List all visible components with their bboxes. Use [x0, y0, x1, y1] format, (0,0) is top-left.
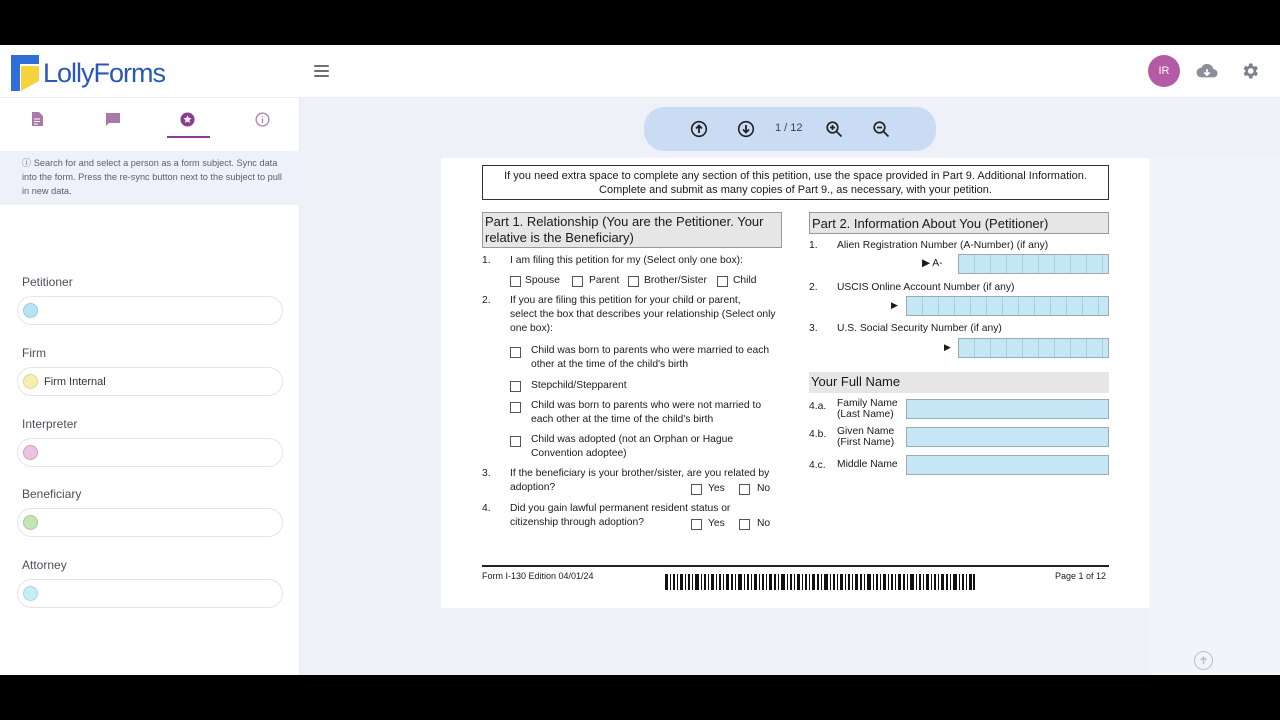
- logo-text: LollyForms: [43, 57, 166, 88]
- form-edition: Form I-130 Edition 04/01/24: [482, 571, 594, 581]
- menu-icon[interactable]: [314, 65, 329, 77]
- beneficiary-field[interactable]: [17, 508, 283, 537]
- scroll-to-top-button[interactable]: [1194, 651, 1213, 670]
- document-viewer: [300, 98, 1280, 675]
- a-number-input[interactable]: [958, 254, 1109, 274]
- firm-color-dot: [23, 374, 38, 389]
- viewer-toolbar: [644, 107, 936, 151]
- q3-yes-checkbox[interactable]: [691, 484, 702, 495]
- zoom-out-icon[interactable]: [872, 120, 890, 138]
- arrow-up-icon: [1198, 655, 1209, 666]
- firm-value: Firm Internal: [44, 376, 106, 388]
- part1-q1-text: I am filing this petition for my (Select only one box):: [510, 255, 743, 266]
- full-name-heading: Your Full Name: [809, 372, 1109, 393]
- logo[interactable]: [11, 54, 165, 92]
- page-number: Page 1 of 12: [1055, 571, 1107, 581]
- petitioner-color-dot: [23, 303, 38, 318]
- part1-q2-text: If you are filing this petition for your child or parent, select the box that describes your relationship (Select only one box):: [510, 295, 776, 334]
- firm-field[interactable]: [17, 367, 283, 396]
- petitioner-field[interactable]: [17, 296, 283, 325]
- parent-checkbox[interactable]: [572, 276, 583, 287]
- firm-label: Firm: [22, 346, 46, 360]
- family-name-label: Family Name (Last Name): [837, 398, 898, 420]
- beneficiary-color-dot: [23, 515, 38, 530]
- brother-sister-checkbox[interactable]: [628, 276, 639, 287]
- interpreter-field[interactable]: [17, 438, 283, 467]
- tab-subjects[interactable]: [176, 108, 198, 130]
- stepchild-checkbox[interactable]: [510, 381, 521, 392]
- middle-name-label: Middle Name: [837, 459, 898, 470]
- part1-heading: Part 1. Relationship (You are the Petitioner. Your relative is the Beneficiary): [482, 212, 782, 248]
- born-unmarried-checkbox[interactable]: [510, 402, 521, 413]
- q4-no-checkbox[interactable]: [739, 519, 750, 530]
- petitioner-label: Petitioner: [22, 275, 73, 289]
- app-window: [0, 45, 1280, 675]
- middle-name-input[interactable]: [906, 455, 1109, 475]
- adopted-checkbox[interactable]: [510, 436, 521, 447]
- sidebar: [0, 98, 300, 675]
- attorney-label: Attorney: [22, 558, 67, 572]
- family-name-input[interactable]: [906, 399, 1109, 419]
- extra-space-note: If you need extra space to complete any section of this petition, use the space provided in Part 9. Additional Information. Complete and submit as many copies of Part 9., as necessary, with your petition.: [482, 165, 1109, 200]
- logo-mark-icon: [11, 55, 41, 91]
- page-indicator: 1 / 12: [775, 122, 803, 134]
- q4-yes-checkbox[interactable]: [691, 519, 702, 530]
- born-married-checkbox[interactable]: [510, 347, 521, 358]
- part1-q3-text: If the beneficiary is your brother/sister, are you related by adoption?: [510, 468, 770, 493]
- spouse-checkbox[interactable]: [510, 276, 521, 287]
- sidebar-tabs: [0, 98, 300, 140]
- interpreter-label: Interpreter: [22, 417, 78, 431]
- q3-no-checkbox[interactable]: [739, 484, 750, 495]
- star-badge-icon: [180, 112, 195, 127]
- next-page-icon[interactable]: [737, 120, 755, 138]
- uscis-account-input[interactable]: [906, 296, 1109, 316]
- given-name-label: Given Name (First Name): [837, 426, 895, 448]
- a-number-label: Alien Registration Number (A-Number) (if any): [837, 240, 1049, 251]
- top-header: [0, 45, 1280, 98]
- attorney-field[interactable]: [17, 579, 283, 608]
- subject-info-text: ⓘ Search for and select a person as a form subject. Sync data into the form. Press the re-sync button next to the subject to pull in new data.: [0, 151, 300, 205]
- attorney-color-dot: [23, 586, 38, 601]
- info-icon: [255, 112, 270, 127]
- given-name-input[interactable]: [906, 427, 1109, 447]
- gear-icon[interactable]: [1240, 61, 1260, 81]
- active-tab-indicator: [167, 136, 210, 138]
- zoom-in-icon[interactable]: [825, 120, 843, 138]
- ssn-label: U.S. Social Security Number (if any): [837, 323, 1002, 334]
- uscis-account-label: USCIS Online Account Number (if any): [837, 282, 1015, 293]
- interpreter-color-dot: [23, 445, 38, 460]
- beneficiary-label: Beneficiary: [22, 487, 82, 501]
- form-page: If you need extra space to complete any section of this petition, use the space provided in Part 9. Additional Information. Complete and submit as many copies of Part 9., as necessary, with your petition. Part 1. Relationship (You are the Petitioner. Your relative is the Beneficiary) 1. I am filing this petition for my (Select only one box): Spouse Parent Brother/Sister Child 2. If you are filing this petition for your child or parent, select the box that describes your relationship (Select only one box): Child was born to parents who were married to each other at the time of the child's birth Stepchild/Stepparent Child was born to parents who were not married to each other at the time of the child's birth Child was adopted (not an Orphan or Hague Convention adoptee) 3. If the beneficiary is your brother/sister, are you related by adoption? Yes No 4. Did you gain lawful permanent resident status or citizenship through adoption? Yes No Part 2. Information About You (Petitioner) 1. Alien Registration Number (A-Number) (if any) ▶ A- 2. USCIS Online Account Number (if any) ▶ 3. U.S. Social Security Number (if any) ▶ Your Full Name 4.a. Family Name (Last Name) 4.b. Given Name (First Name) 4.c. Middle Name Form I-130 Edition 04/01/24 Page 1 of 12: [441, 158, 1149, 608]
- comment-icon: [106, 113, 120, 126]
- previous-page-icon[interactable]: [690, 120, 708, 138]
- tab-document[interactable]: [26, 108, 48, 130]
- part1-q4-text: Did you gain lawful permanent resident status or citizenship through adoption?: [510, 503, 731, 528]
- ssn-input[interactable]: [958, 338, 1109, 358]
- avatar[interactable]: IR: [1148, 55, 1180, 87]
- document-icon: [31, 112, 43, 126]
- cloud-download-icon[interactable]: [1196, 61, 1218, 81]
- part2-heading: Part 2. Information About You (Petitioner): [809, 212, 1109, 234]
- tab-info[interactable]: [251, 108, 273, 130]
- child-checkbox[interactable]: [717, 276, 728, 287]
- barcode-image: [665, 574, 975, 590]
- tab-comments[interactable]: [102, 108, 124, 130]
